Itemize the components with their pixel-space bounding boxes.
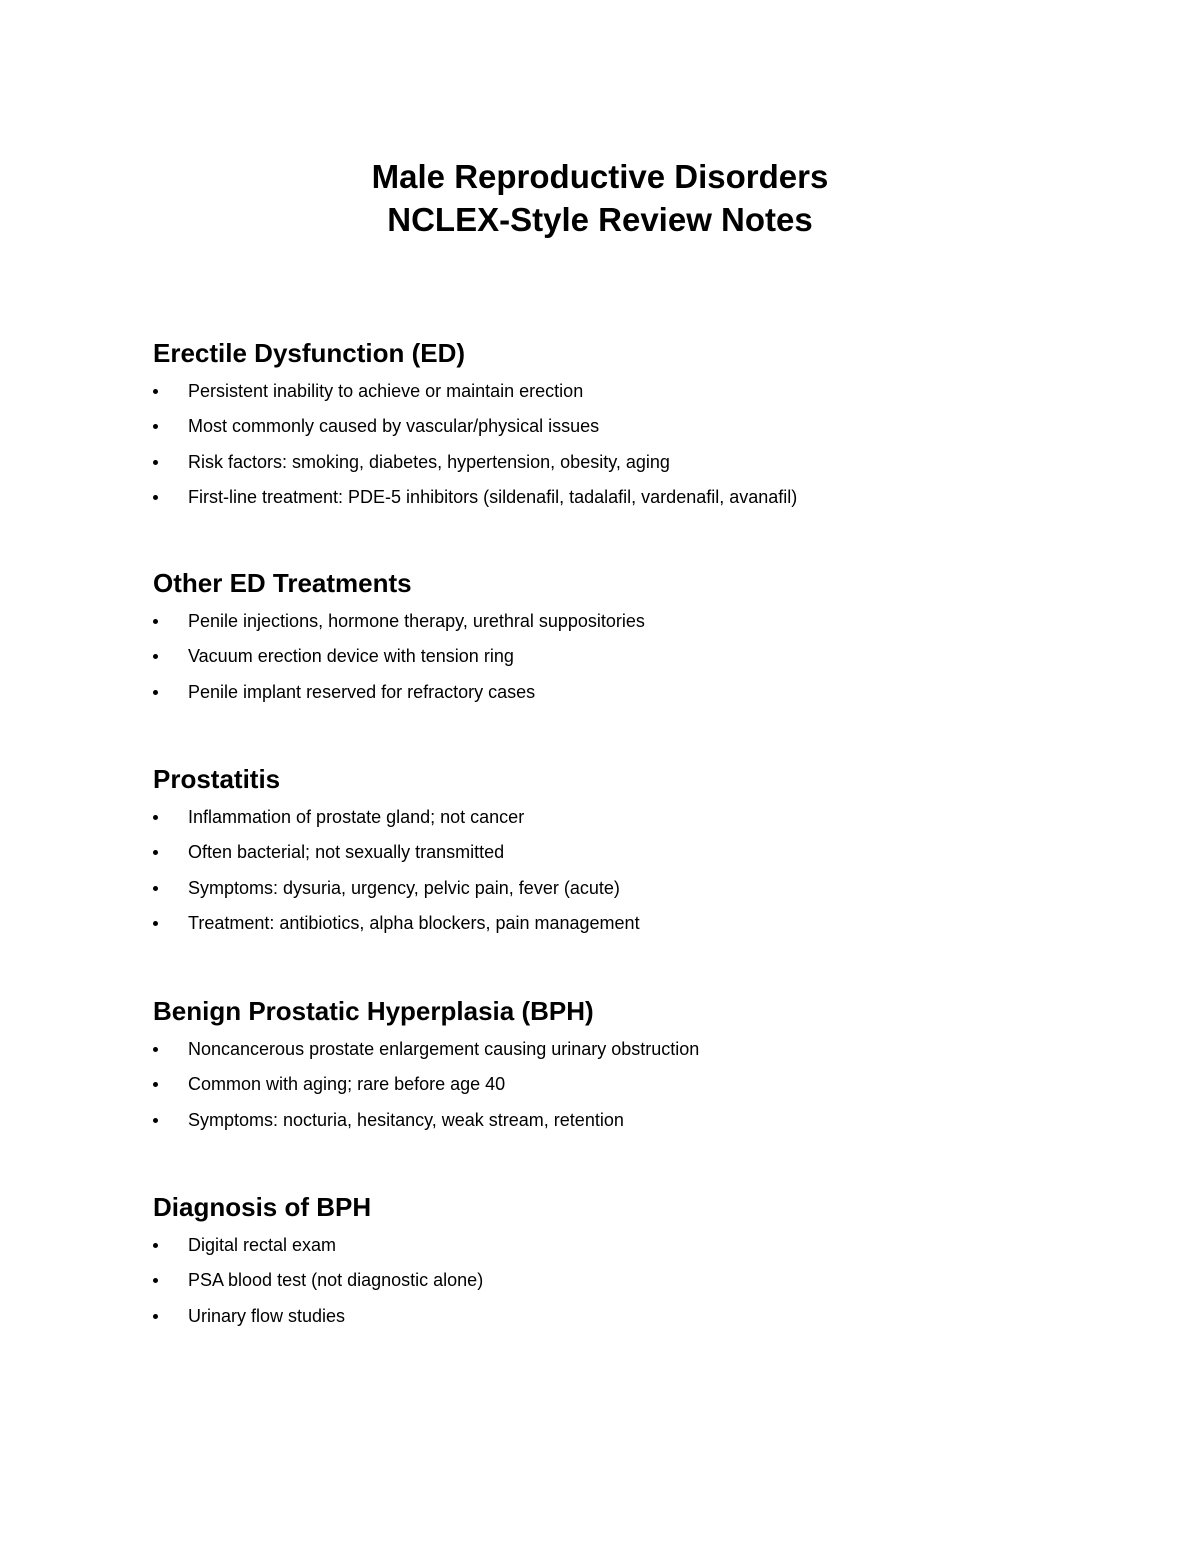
list-item (153, 639, 1113, 674)
section-diagnosis-of-bph (153, 1190, 1113, 1334)
section-heading: Other ED Treatments (153, 568, 412, 598)
list-item (153, 871, 1113, 906)
list-item (153, 374, 1113, 409)
bullet-icon (153, 690, 158, 695)
list-item-text: Most commonly caused by vascular/physical issues (188, 416, 600, 437)
list-item (153, 1032, 1113, 1067)
bullet-icon (153, 815, 158, 820)
list-item-text: Penile implant reserved for refractory cases (188, 681, 536, 702)
section-bph (153, 994, 1113, 1138)
list-item (153, 1299, 1113, 1334)
bullet-icon (153, 619, 158, 624)
list-item (153, 675, 1113, 710)
bullet-icon (153, 424, 158, 429)
bullet-list (153, 800, 1113, 941)
list-item (153, 1263, 1113, 1298)
list-item-text: Treatment: antibiotics, alpha blockers, pain management (188, 912, 640, 933)
bullet-list (153, 374, 1113, 515)
section-heading: Diagnosis of BPH (153, 1192, 372, 1222)
bullet-icon (153, 921, 158, 926)
list-item-text: Risk factors: smoking, diabetes, hypertension, obesity, aging (188, 451, 670, 472)
section-heading: Prostatitis (153, 764, 281, 794)
list-item (153, 1103, 1113, 1138)
list-item-text: Noncancerous prostate enlargement causing urinary obstruction (188, 1039, 700, 1059)
bullet-icon (153, 1243, 158, 1248)
bullet-icon (153, 389, 158, 394)
section-heading: Erectile Dysfunction (ED) (153, 338, 466, 368)
list-item-text: Persistent inability to achieve or maintain erection (188, 381, 584, 401)
bullet-icon (153, 1278, 158, 1283)
bullet-icon (153, 886, 158, 891)
list-item (153, 1228, 1113, 1263)
list-item-text: Vacuum erection device with tension ring (188, 646, 514, 667)
bullet-icon (153, 460, 158, 465)
section-erectile-dysfunction (153, 336, 1113, 515)
list-item-text: Penile injections, hormone therapy, urethral suppositories (188, 611, 645, 631)
section-prostatitis (153, 762, 1113, 941)
document-title (0, 155, 1200, 241)
list-item (153, 480, 1113, 515)
list-item-text: PSA blood test (not diagnostic alone) (188, 1270, 484, 1291)
bullet-icon (153, 1118, 158, 1123)
title-line-2: NCLEX-Style Review Notes (387, 201, 813, 238)
list-item-text: Common with aging; rare before age 40 (188, 1074, 506, 1095)
list-item (153, 835, 1113, 870)
list-item-text: Digital rectal exam (188, 1235, 337, 1255)
list-item (153, 800, 1113, 835)
title-line-1: Male Reproductive Disorders (371, 158, 829, 195)
bullet-icon (153, 850, 158, 855)
section-other-ed-treatments (153, 566, 1113, 710)
list-item (153, 409, 1113, 444)
list-item-text: First-line treatment: PDE-5 inhibitors (sildenafil, tadalafil, vardenafil, avanafil) (188, 486, 798, 507)
bullet-icon (153, 654, 158, 659)
bullet-icon (153, 1082, 158, 1087)
bullet-list (153, 1228, 1113, 1334)
bullet-icon (153, 495, 158, 500)
list-item-text: Symptoms: nocturia, hesitancy, weak stream, retention (188, 1109, 624, 1130)
list-item (153, 906, 1113, 941)
list-item-text: Often bacterial; not sexually transmitted (188, 842, 505, 863)
list-item-text: Urinary flow studies (188, 1305, 346, 1326)
list-item (153, 604, 1113, 639)
bullet-icon (153, 1047, 158, 1052)
section-heading: Benign Prostatic Hyperplasia (BPH) (153, 996, 594, 1026)
bullet-list (153, 1032, 1113, 1138)
list-item-text: Symptoms: dysuria, urgency, pelvic pain, fever (acute) (188, 877, 620, 898)
list-item (153, 1067, 1113, 1102)
bullet-icon (153, 1314, 158, 1319)
list-item-text: Inflammation of prostate gland; not cancer (188, 807, 525, 827)
list-item (153, 445, 1113, 480)
bullet-list (153, 604, 1113, 710)
